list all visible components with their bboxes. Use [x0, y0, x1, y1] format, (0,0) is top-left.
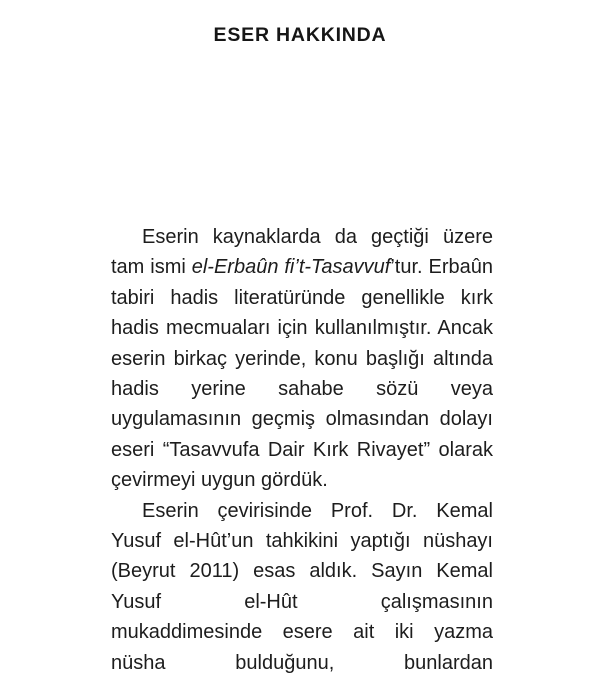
paragraph-1-lead: Eserin kaynaklarda da geçtiği üzere tam ismi	[111, 226, 493, 279]
paragraph-1-rest: ’tur. Erbaûn tabiri hadis literatüründe genellikle kırk hadis mecmuaları için kullanılmıştır. Ancak eserin birkaç yerinde, konu başlığı altında hadis yerine sahabe sözü veya uygulamasının geçmiş olmasından dolayı eseri “Tasavvufa Dair Kırk Rivayet” olarak çevirmeyi uygun gördük.	[111, 256, 493, 492]
paragraph-1	[111, 222, 493, 496]
work-title-italic: el-Erbaûn fi’t-Tasavvuf	[191, 256, 391, 279]
paragraph-2: Eserin çevirisinde Prof. Dr. Kemal Yusuf el-Hût’un tahkikini yaptığı nüshayı (Beyrut 2011) esas aldık. Sayın Kemal Yusuf el-Hût çalışmasının mukaddimesinde esere ait iki yazma nüsha bulduğunu, bunlardan	[111, 499, 493, 674]
body-text-column	[111, 222, 493, 678]
page-title: ESER HAKKINDA	[213, 24, 387, 47]
